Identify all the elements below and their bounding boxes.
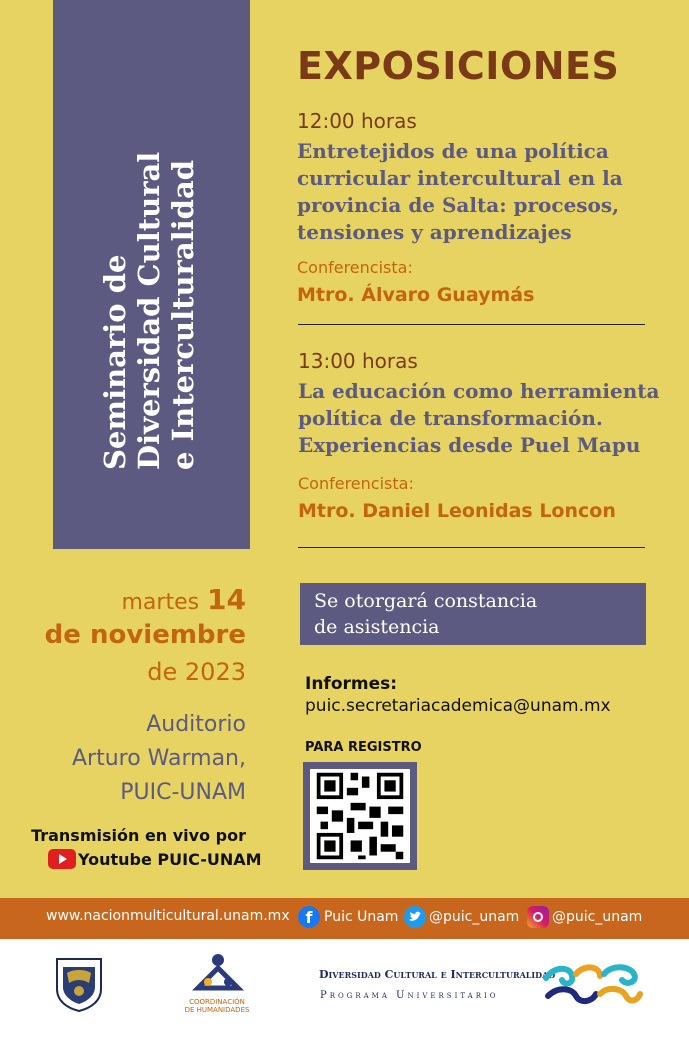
talk-title-line: curricular intercultural en la <box>297 166 623 190</box>
program-name: Diversidad Cultural e Interculturalidad <box>319 968 556 981</box>
certificate-line: de asistencia <box>314 616 440 638</box>
website-link[interactable]: www.nacionmulticultural.unam.mx <box>46 908 290 924</box>
seminar-title-line: e Interculturalidad <box>166 159 200 470</box>
instagram-icon <box>527 906 549 928</box>
talk-time: 12:00 horas <box>297 109 417 133</box>
speaker-label: Conferencista: <box>297 258 413 277</box>
facebook-link[interactable] <box>298 906 398 928</box>
talk-title <box>297 138 623 246</box>
stream-info: Transmisión en vivo por <box>31 826 246 845</box>
speaker-name: Mtro. Álvaro Guaymás <box>297 284 535 306</box>
certificate-line: Se otorgará constancia <box>314 590 538 612</box>
page-heading: EXPOSICIONES <box>297 44 620 88</box>
seminar-title-line: Diversidad Cultural <box>132 151 166 470</box>
twitter-link[interactable] <box>404 906 519 928</box>
talk-time: 13:00 horas <box>298 349 418 373</box>
facebook-label: Puic Unam <box>324 909 399 925</box>
talk-title-line: provincia de Salta: procesos, <box>297 193 620 217</box>
venue-line: Auditorio <box>146 712 246 737</box>
weekday: martes <box>121 590 200 615</box>
talk-title <box>298 378 660 459</box>
venue-line: PUIC-UNAM <box>120 780 246 805</box>
info-label: Informes: <box>305 674 398 694</box>
divider <box>298 547 645 548</box>
registration-label: PARA REGISTRO <box>305 740 422 755</box>
coordinacion-logo-text: COORDINACIÓN DE HUMANIDADES <box>184 998 250 1014</box>
seminar-title-line: Seminario de <box>98 254 132 470</box>
talk-title-line: La educación como herramienta <box>298 379 660 403</box>
facebook-icon: f <box>298 906 320 928</box>
certificate-notice <box>300 583 646 645</box>
twitter-icon <box>404 906 426 928</box>
event-date-year: de 2023 <box>147 658 246 686</box>
program-wave-logo <box>542 960 644 1008</box>
speaker-label: Conferencista: <box>298 474 414 493</box>
youtube-icon <box>48 849 76 869</box>
venue-line: Arturo Warman, <box>71 746 246 771</box>
youtube-link[interactable] <box>48 849 262 869</box>
speaker-name: Mtro. Daniel Leonidas Loncon <box>298 500 616 522</box>
day: 14 <box>207 583 246 616</box>
qr-code[interactable] <box>303 762 417 870</box>
talk-title-line: política de transformación. <box>298 406 603 430</box>
divider <box>298 324 645 325</box>
program-subtitle: Programa Universitario <box>320 990 499 1001</box>
twitter-label: @puic_unam <box>429 909 520 925</box>
talk-title-line: tensiones y aprendizajes <box>297 220 572 244</box>
unam-shield-logo <box>53 955 105 1013</box>
coordinacion-logo-icon <box>190 952 246 996</box>
qr-code-icon <box>310 769 410 863</box>
youtube-label: Youtube PUIC-UNAM <box>78 849 262 869</box>
instagram-label: @puic_unam <box>552 909 643 925</box>
talk-title-line: Experiencias desde Puel Mapu <box>298 433 641 457</box>
talk-title-line: Entretejidos de una política <box>297 139 609 163</box>
instagram-link[interactable] <box>527 906 642 928</box>
event-date-month: de noviembre <box>44 620 246 650</box>
event-date-weekday <box>121 583 246 616</box>
seminar-title <box>98 50 200 470</box>
info-email[interactable]: puic.secretariacademica@unam.mx <box>305 696 611 716</box>
venue <box>72 708 246 810</box>
